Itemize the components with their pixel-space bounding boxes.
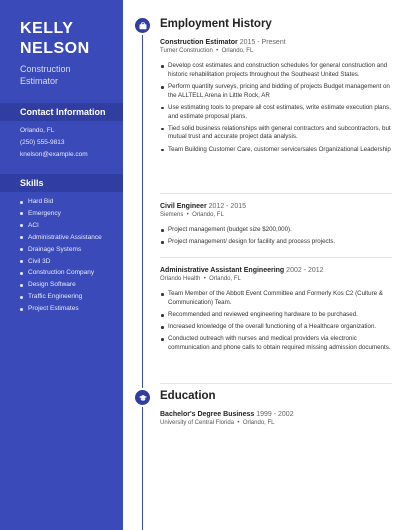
contact-email[interactable]: knelson@example.com — [20, 151, 88, 158]
job-company: Siemens — [160, 212, 184, 218]
skill-item: ACI — [20, 220, 102, 232]
job-bullets — [160, 226, 392, 247]
job-title: Civil Engineer — [160, 203, 207, 210]
job-location: Orlando, FL — [192, 212, 224, 218]
degree: Bachelor's Degree Business — [160, 411, 255, 418]
divider — [160, 257, 392, 258]
job-dates: 2015 - Present — [239, 39, 286, 46]
job-entry — [160, 202, 392, 250]
skill-item: Emergency — [20, 208, 102, 220]
job-company: Turner Construction — [160, 48, 213, 54]
job-entry — [160, 38, 392, 158]
skill-item: Drainage Systems — [20, 244, 102, 256]
school: University of Central Florida — [160, 420, 235, 426]
skill-item: Design Software — [20, 279, 102, 291]
employment-heading: Employment History — [160, 18, 272, 30]
job-bullet: Develop cost estimates and construction schedules for general construction and historic rehabilitation projects throughout the Southeast United States. — [160, 62, 392, 80]
job-bullet: Increased knowledge of the overall functioning of a Healthcare organization. — [160, 323, 392, 332]
job-title: Administrative Assistant Engineering — [160, 267, 285, 274]
briefcase-icon — [135, 18, 150, 33]
job-bullet: Team Building Customer Care, customer service/sales Organizational Leadership — [160, 146, 392, 155]
contact-info — [20, 125, 88, 161]
job-bullets — [160, 290, 392, 353]
education-entry — [160, 410, 392, 428]
skill-item: Administrative Assistance — [20, 232, 102, 244]
job-company-line: Siemens • Orlando, FL — [160, 212, 224, 218]
job-company-line: Orlando Health • Orlando, FL — [160, 276, 241, 282]
education-dates: 1999 - 2002 — [256, 411, 294, 418]
school-line: University of Central Florida • Orlando, FL — [160, 420, 275, 426]
divider — [160, 383, 392, 384]
school-location: Orlando, FL — [242, 420, 275, 426]
job-role: Construction Estimator — [20, 64, 71, 86]
job-bullet: Use estimating tools to prepare all cost estimates, write estimate execution plans, and estimate proposal plans. — [160, 104, 392, 122]
skills-heading: Skills — [0, 174, 123, 192]
job-dates: 2002 - 2012 — [286, 267, 324, 274]
job-company: Orlando Health — [160, 276, 201, 282]
job-bullet: Project management/ design for facility and process projects. — [160, 238, 392, 247]
job-bullet: Recommended and reviewed engineering hardware to be purchased. — [160, 311, 392, 320]
job-title-line — [160, 202, 392, 211]
timeline-line — [142, 24, 143, 530]
contact-heading: Contact Information — [0, 103, 123, 121]
education-heading: Education — [160, 390, 216, 402]
skill-item: Project Estimates — [20, 303, 102, 315]
contact-city: Orlando, FL — [20, 127, 55, 134]
divider — [160, 193, 392, 194]
skill-item: Hard Bid — [20, 196, 102, 208]
job-entry — [160, 266, 392, 356]
job-bullet: Conducted outreach with nurses and medical providers via electronic communication and phone calls to obtain required missing admission documents. — [160, 335, 392, 353]
contact-phone: (250) 555-9813 — [20, 139, 65, 146]
candidate-name — [20, 19, 90, 59]
last-name: NELSON — [20, 40, 90, 57]
graduation-cap-icon — [135, 390, 150, 405]
job-location: Orlando, FL — [209, 276, 241, 282]
job-title-line — [160, 266, 392, 275]
skill-item: Civil 3D — [20, 256, 102, 268]
job-bullets — [160, 62, 392, 154]
job-title: Construction Estimator — [160, 39, 238, 46]
job-company-line: Turner Construction • Orlando, FL — [160, 48, 254, 54]
job-title-line — [160, 38, 392, 47]
job-bullet: Project management (budget size $200,000). — [160, 226, 392, 235]
skills-list — [20, 196, 102, 315]
job-dates: 2012 - 2015 — [208, 203, 247, 210]
skill-item: Construction Company — [20, 267, 102, 279]
first-name: KELLY — [20, 20, 74, 37]
job-bullet: Team Member of the Abbott Event Committee and Formerly Kos C2 (Culture & Communication) Team. — [160, 290, 392, 308]
sidebar — [0, 0, 123, 530]
job-bullet: Tied solid business relationships with general contractors and subcontractors, but mutual trust and accurate project data analysis. — [160, 125, 392, 143]
job-location: Orlando, FL — [221, 48, 254, 54]
job-bullet: Perform quantity surveys, pricing and bidding of projects Budget management on the ALLTELL Arena in Little Rock, AR — [160, 83, 392, 101]
degree-line — [160, 410, 392, 419]
skill-item: Traffic Engineering — [20, 291, 102, 303]
